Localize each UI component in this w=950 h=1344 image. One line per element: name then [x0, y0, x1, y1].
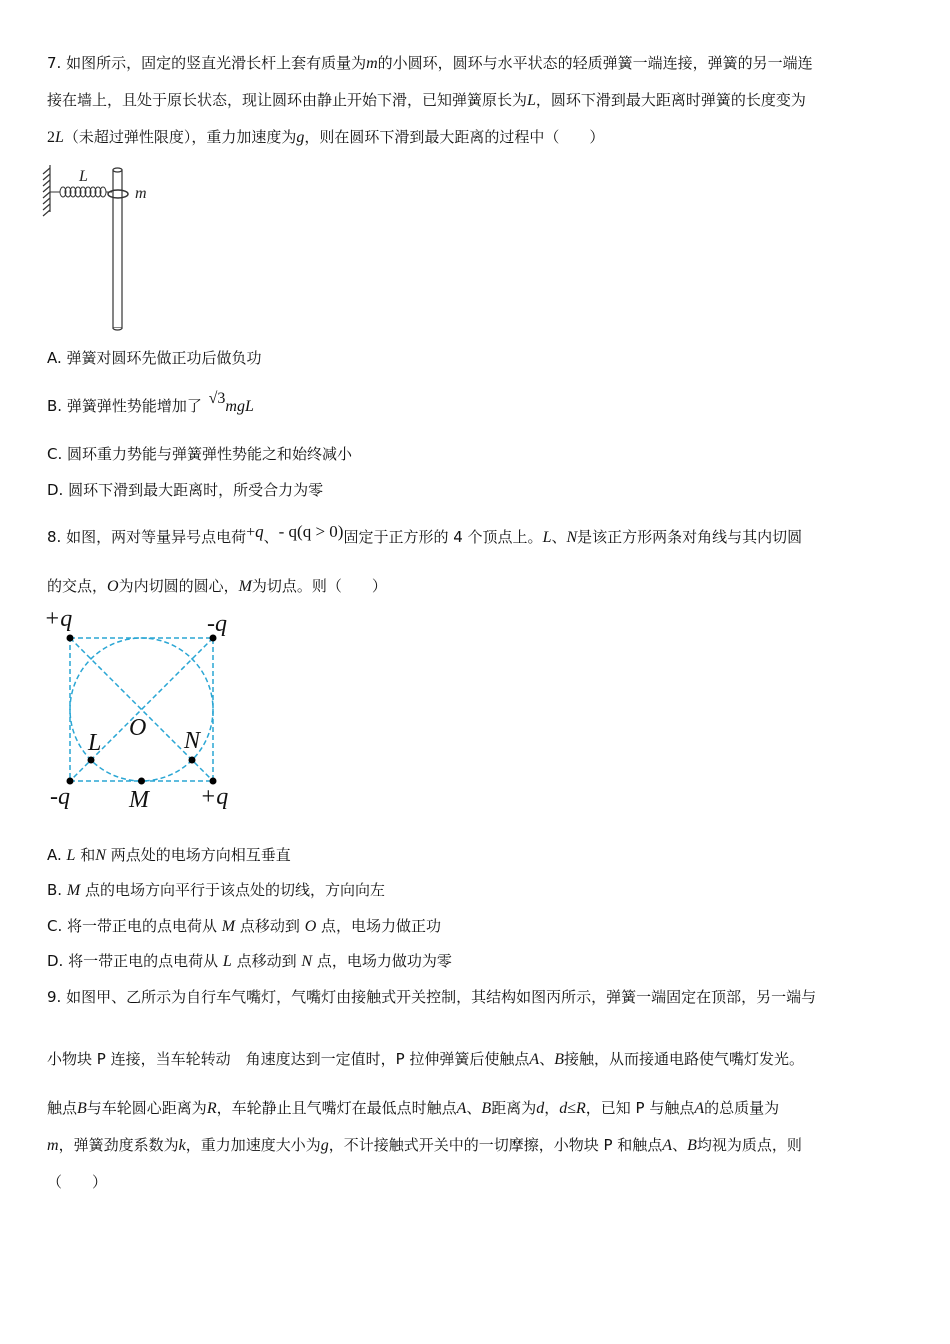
- label-point-l: L: [88, 730, 102, 756]
- q7-stem-line-3: 2L（未超过弹性限度），重力加速度为g，则在圆环下滑到最大距离的过程中（ ）: [47, 128, 605, 146]
- var-L: L: [527, 92, 536, 109]
- q8-option-d: D. 将一带正电的点电荷从 L 点移动到 N 点，电场力做功为零: [47, 952, 452, 970]
- point-l-dot: [88, 757, 95, 764]
- q7-option-a: A. 弹簧对圆环先做正功后做负功: [47, 349, 262, 367]
- q8-square-charges-figure: [38, 603, 248, 813]
- label-point-m: M: [129, 787, 149, 813]
- charge-plus-q: +q: [246, 522, 264, 541]
- q9-stem-line-5: （ ）: [47, 1173, 108, 1191]
- var-m: m: [366, 55, 378, 72]
- q7-option-d: D. 圆环下滑到最大距离时，所受合力为零: [47, 481, 324, 499]
- wall-hatch: [43, 165, 50, 216]
- label-top-left: +q: [44, 606, 73, 632]
- label-point-n: N: [184, 728, 201, 754]
- spring-label: L: [79, 168, 88, 185]
- q9-stem-line-4: m，弹簧劲度系数为k，重力加速度大小为g，不计接触式开关中的一切摩擦，小物块 P 和触点A、B均视为质点，则: [47, 1136, 802, 1154]
- q8-stem-line-2: 的交点，O为内切圆的圆心，M为切点。则（ ）: [47, 577, 387, 595]
- charge-minus-q-condition: - q(q > 0): [278, 522, 344, 541]
- ring-mass-label: m: [135, 185, 147, 202]
- charge-dot-top-left: [67, 635, 74, 642]
- spring-coil: [50, 187, 112, 197]
- q9-stem-line-3: 触点B与车轮圆心距离为R，车轮静止且气嘴灯在最低点时触点A、B距离为d，d≤R，已知 P 与触点A的总质量为: [47, 1099, 780, 1117]
- q8-option-a: A. L 和N 两点处的电场方向相互垂直: [47, 846, 291, 864]
- q8-option-b: B. M 点的电场方向平行于该点处的切线，方向向左: [47, 881, 385, 899]
- point-n-dot: [189, 757, 196, 764]
- q9-stem-line-2: 小物块 P 连接，当车轮转动 角速度达到一定值时，P 拉伸弹簧后使触点A、B接触，从而接通电路使气嘴灯发光。: [47, 1050, 804, 1068]
- vertical-rod: [113, 168, 122, 330]
- q7-spring-ring-figure: [40, 160, 170, 335]
- q7-stem-line-2: 接在墙上，且处于原长状态，现让圆环由静止开始下滑，已知弹簧原长为L，圆环下滑到最大距离时弹簧的长度变为: [47, 91, 806, 109]
- var-g: g: [296, 129, 305, 146]
- point-m-dot: [138, 778, 145, 785]
- q8-option-c: C. 将一带正电的点电荷从 M 点移动到 O 点，电场力做正功: [47, 917, 442, 935]
- q9-stem-line-1: 9. 如图甲、乙所示为自行车气嘴灯，气嘴灯由接触式开关控制，其结构如图丙所示，弹簧一端固定在顶部，另一端与: [47, 988, 817, 1006]
- label-bottom-right: +q: [200, 784, 229, 810]
- label-center-o: O: [129, 715, 147, 741]
- label-bottom-left: -q: [50, 784, 70, 810]
- q7-option-c: C. 圆环重力势能与弹簧弹性势能之和始终减小: [47, 445, 353, 463]
- var-L: L: [55, 129, 64, 146]
- q7-option-b: B. 弹簧弹性势能增加了 √3mgL: [47, 390, 254, 415]
- sqrt-three: √3: [208, 390, 226, 407]
- q7-stem-line-1: 7. 如图所示，固定的竖直光滑长杆上套有质量为m的小圆环，圆环与水平状态的轻质弹簧一端连接，弹簧的另一端连: [47, 54, 813, 72]
- label-top-right: -q: [207, 611, 227, 637]
- q8-stem-line-1: 8. 如图，两对等量异号点电荷+q、- q(q > 0)固定于正方形的 4 个顶点上。L、N是该正方形两条对角线与其内切圆: [47, 522, 803, 546]
